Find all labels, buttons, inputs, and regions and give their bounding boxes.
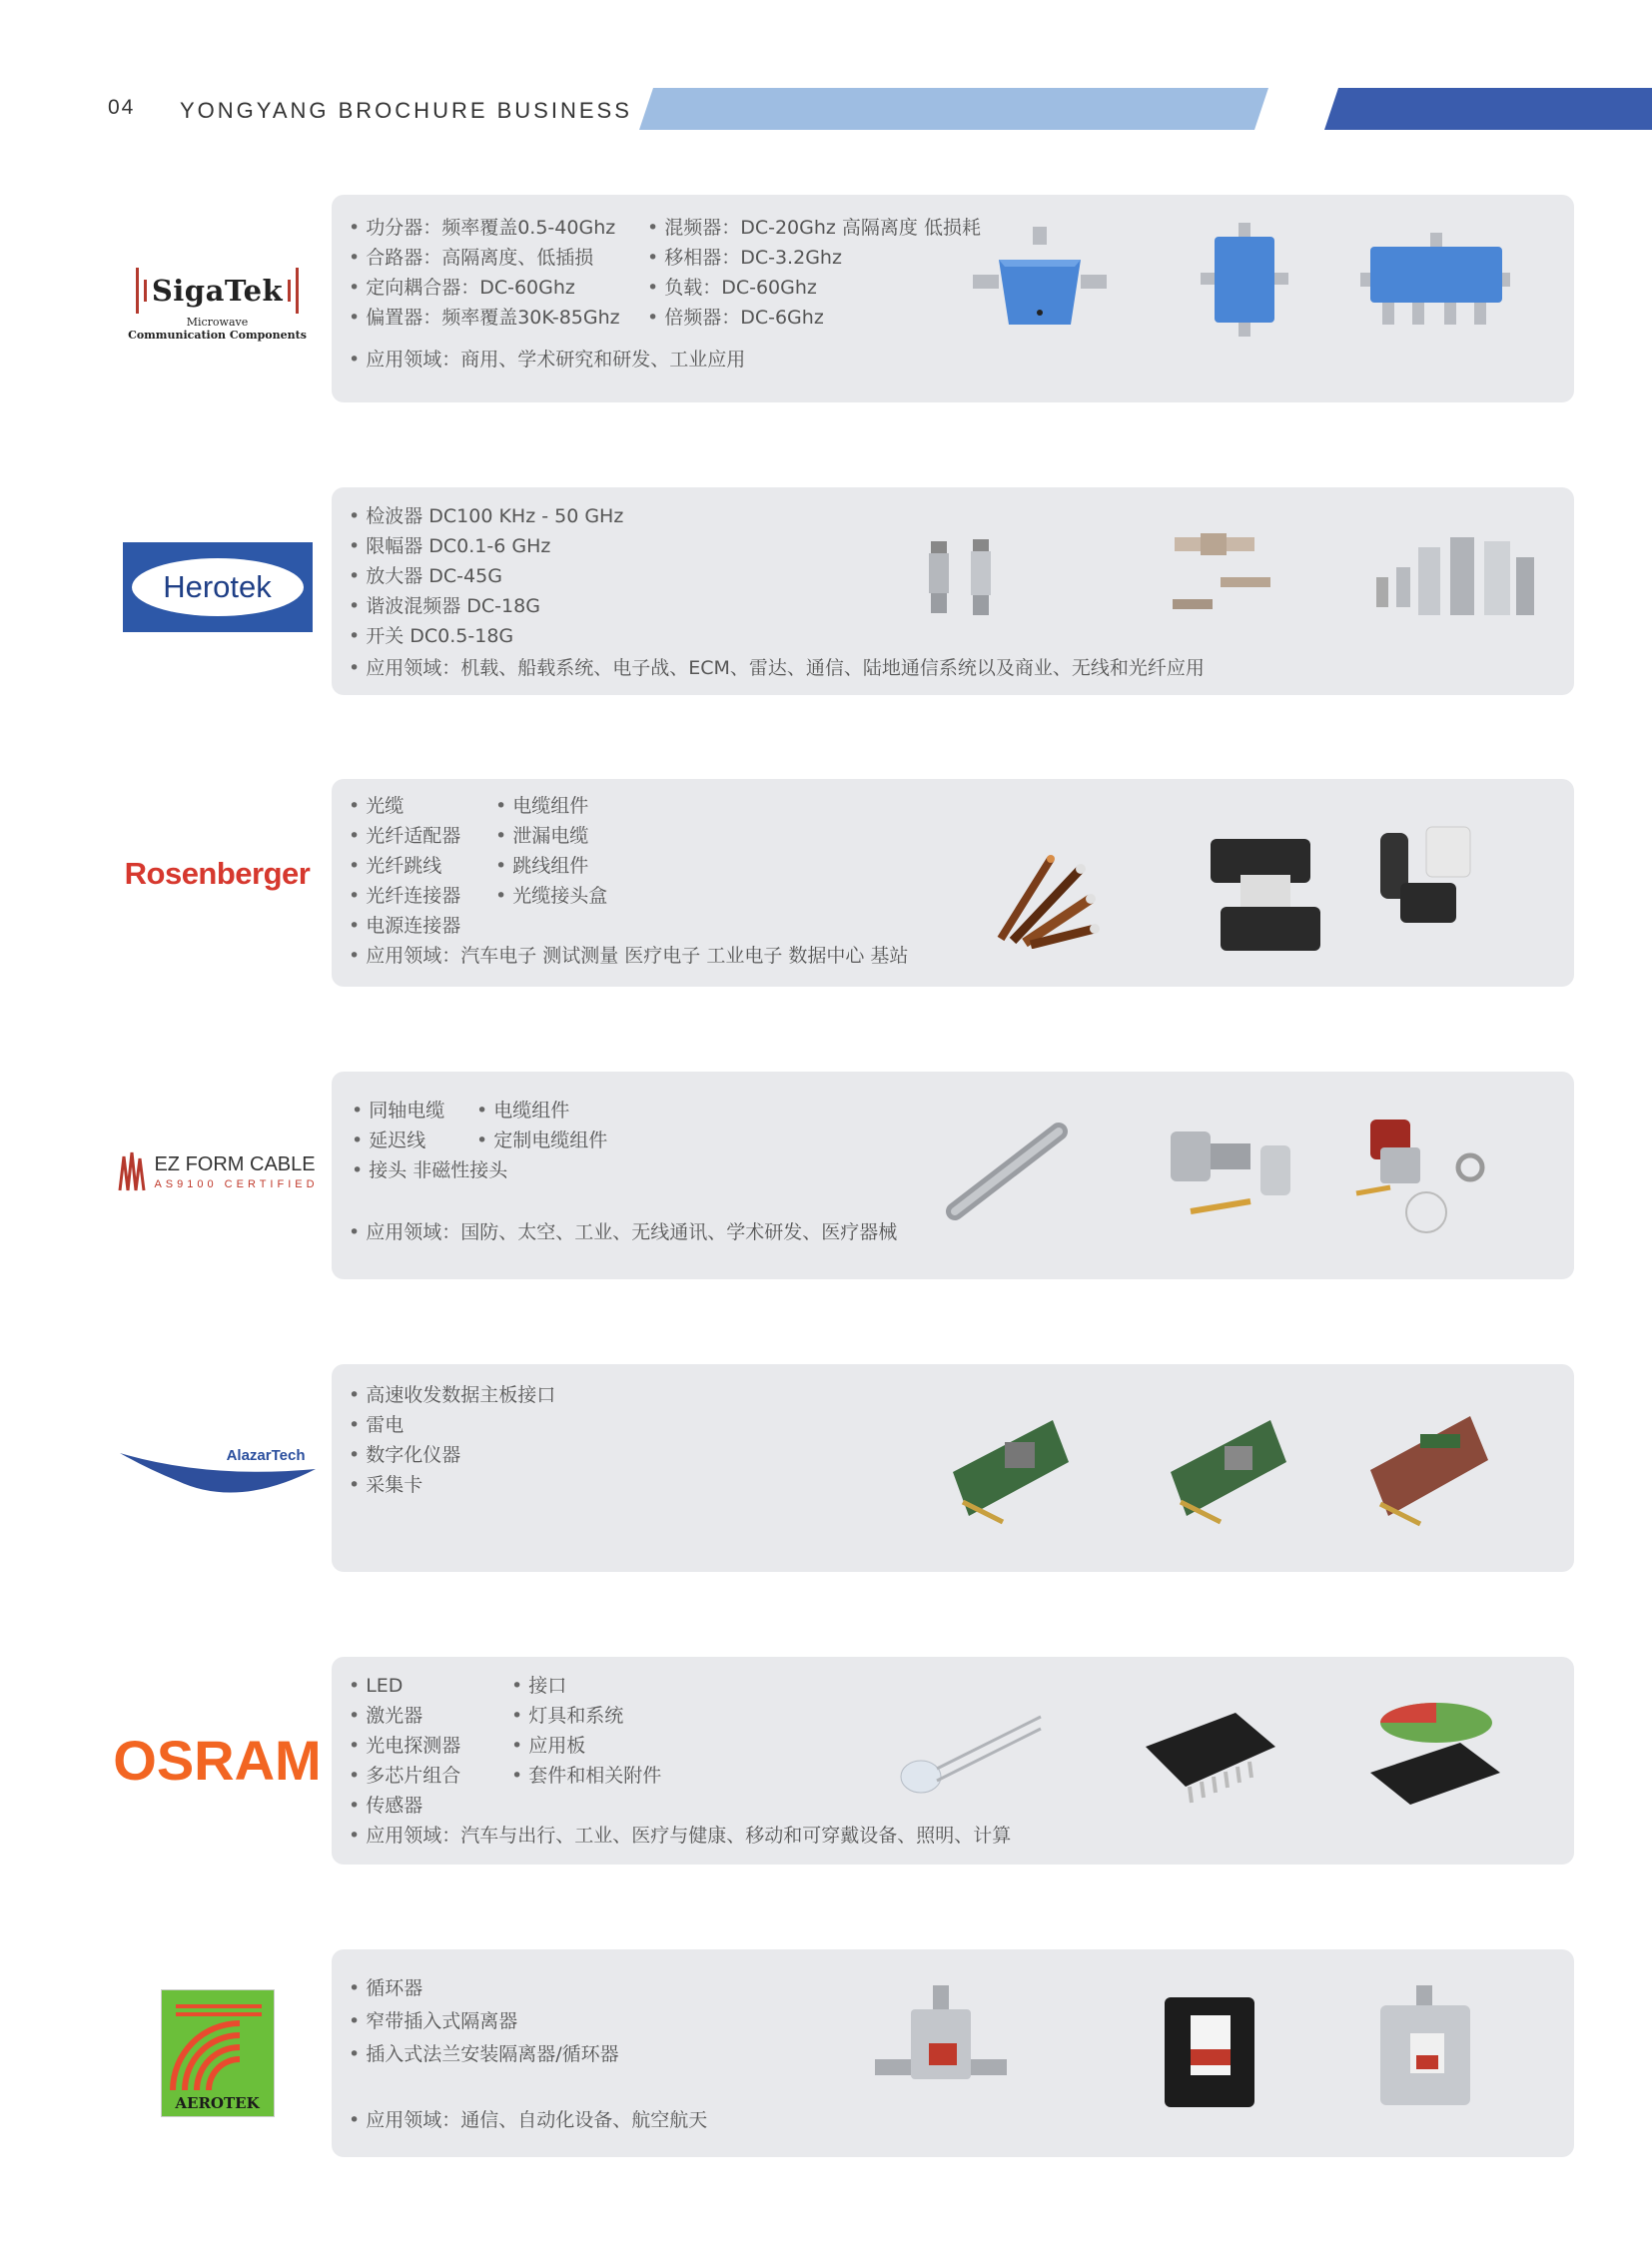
circulator-image: [871, 1983, 1011, 2123]
list-item: • 光纤适配器: [349, 827, 460, 846]
list-item: • 定向耦合器：DC-60Ghz: [349, 279, 575, 298]
list-item: • 窄带插入式隔离器: [349, 2012, 517, 2031]
data-card-image: [1360, 1408, 1490, 1530]
flange-isolator-image: [1360, 1983, 1490, 2123]
list-item: • 偏置器：频率覆盖30K-85Ghz: [349, 309, 620, 328]
list-item: • 套件和相关附件: [511, 1767, 661, 1786]
chip-image: [1136, 1707, 1285, 1817]
list-item: • LED: [349, 1677, 403, 1696]
document-title: YONGYANG BROCHURE BUSINESS: [180, 98, 632, 123]
cable-image: [991, 839, 1101, 949]
list-item: • 电缆组件: [495, 797, 588, 816]
list-item: • 限幅器 DC0.1-6 GHz: [349, 537, 550, 556]
brand-sub: Communication Components: [128, 329, 307, 342]
list-item: • 插入式法兰安装隔离器/循环器: [349, 2045, 619, 2064]
list-item: • 光纤连接器: [349, 887, 460, 906]
n-connector-image: [1161, 1112, 1310, 1231]
amplifier-image: [1370, 527, 1540, 627]
list-item: • 雷电: [349, 1416, 404, 1435]
product-panel: [332, 1657, 1574, 1865]
limiter-image: [1171, 527, 1290, 617]
list-item: • 泄漏电缆: [495, 827, 588, 846]
alazartech-logo: [110, 1436, 325, 1502]
list-item: • 光缆接头盒: [495, 887, 607, 906]
list-item: • 灯具和系统: [511, 1707, 623, 1726]
list-item: • 电源连接器: [349, 917, 460, 936]
list-item: • 采集卡: [349, 1476, 422, 1495]
phase-shifter-image: [1201, 223, 1290, 338]
application-text: • 应用领域：商用、学术研究和研发、工业应用: [349, 351, 745, 370]
brand-sub: Microwave: [186, 316, 249, 329]
splice-closure-image: [1201, 829, 1330, 959]
four-way-divider-image: [1360, 233, 1510, 328]
list-item: • 同轴电缆: [352, 1102, 444, 1121]
connector-box-image: [1370, 823, 1490, 953]
ezform-icon: [116, 1150, 148, 1192]
aerotek-logo: [110, 1987, 325, 2119]
product-panel: [332, 1364, 1574, 1572]
list-item: • 负载：DC-60Ghz: [647, 279, 817, 298]
coax-cable-image: [941, 1122, 1071, 1221]
list-item: • 倍频器：DC-6Ghz: [647, 309, 824, 328]
list-item: • 跳线组件: [495, 857, 588, 876]
list-item: • 检波器 DC100 KHz - 50 GHz: [349, 507, 623, 526]
product-panel: [332, 1072, 1574, 1279]
list-item: • 开关 DC0.5-18G: [349, 627, 513, 646]
herotek-logo: [110, 541, 325, 633]
list-item: • 循环器: [349, 1979, 422, 1998]
product-panel: [332, 1949, 1574, 2157]
acquisition-card-image: [1161, 1412, 1290, 1530]
list-item: • 光电探测器: [349, 1737, 460, 1756]
list-item: • 数字化仪器: [349, 1446, 460, 1465]
brand-name: OSRAM: [113, 1728, 322, 1792]
sensor-module-image: [1360, 1687, 1510, 1827]
detector-image: [921, 537, 1001, 617]
list-item: • 延迟线: [352, 1131, 425, 1150]
list-item: • 放大器 DC-45G: [349, 567, 502, 586]
list-item: • 光缆: [349, 797, 404, 816]
brand-name: AEROTEK: [175, 2094, 260, 2112]
osram-logo: [110, 1725, 325, 1795]
list-item: • 激光器: [349, 1707, 422, 1726]
page-number: 04: [108, 96, 136, 119]
brand-name: Herotek: [132, 558, 304, 616]
application-text: • 应用领域：通信、自动化设备、航空航天: [349, 2111, 707, 2130]
application-text: • 应用领域：国防、太空、工业、无线通讯、学术研发、医疗器械: [349, 1223, 897, 1242]
list-item: • 谐波混频器 DC-18G: [349, 597, 540, 616]
list-item: • 光纤跳线: [349, 857, 441, 876]
product-panel: [332, 487, 1574, 695]
header-bar-dark: [1324, 88, 1652, 130]
ezform-logo: [110, 1141, 325, 1201]
list-item: • 高速收发数据主板接口: [349, 1386, 555, 1405]
application-text: • 应用领域：汽车电子 测试测量 医疗电子 工业电子 数据中心 基站: [349, 947, 908, 966]
brand-name: Rosenberger: [124, 856, 311, 891]
power-divider-image: [971, 225, 1111, 335]
led-image: [891, 1697, 1051, 1807]
connector-kit-image: [1350, 1108, 1500, 1237]
product-panel: [332, 195, 1574, 402]
list-item: • 多芯片组合: [349, 1767, 460, 1786]
list-item: • 定制电缆组件: [476, 1131, 607, 1150]
list-item: • 接头 非磁性接头: [352, 1161, 507, 1180]
sigatek-logo: [110, 265, 325, 345]
list-item: • 合路器：高隔离度、低插损: [349, 249, 593, 268]
isolator-image: [1151, 1989, 1270, 2119]
list-item: • 功分器：频率覆盖0.5-40Ghz: [349, 219, 615, 238]
application-text: • 应用领域：机载、船载系统、电子战、ECM、雷达、通信、陆地通信系统以及商业、无线和光纤应用: [349, 659, 1205, 678]
list-item: • 应用板: [511, 1737, 585, 1756]
list-item: • 移相器：DC-3.2Ghz: [647, 249, 842, 268]
application-text: • 应用领域：汽车与出行、工业、医疗与健康、移动和可穿戴设备、照明、计算: [349, 1827, 1011, 1846]
brand-sub: AS9100 CERTIFIED: [154, 1177, 319, 1190]
brand-name: EZ FORM CABLE: [154, 1152, 316, 1175]
header-bar-light: [639, 88, 1268, 130]
list-item: • 传感器: [349, 1797, 422, 1816]
brand-name: SigaTek: [151, 274, 284, 308]
digitizer-card-image: [943, 1412, 1073, 1530]
rosenberger-logo: [110, 849, 325, 899]
list-item: • 电缆组件: [476, 1102, 569, 1121]
list-item: • 混频器：DC-20Ghz 高隔离度 低损耗: [647, 219, 981, 238]
list-item: • 接口: [511, 1677, 566, 1696]
brand-name: AlazarTech: [226, 1447, 306, 1464]
product-panel: [332, 779, 1574, 987]
